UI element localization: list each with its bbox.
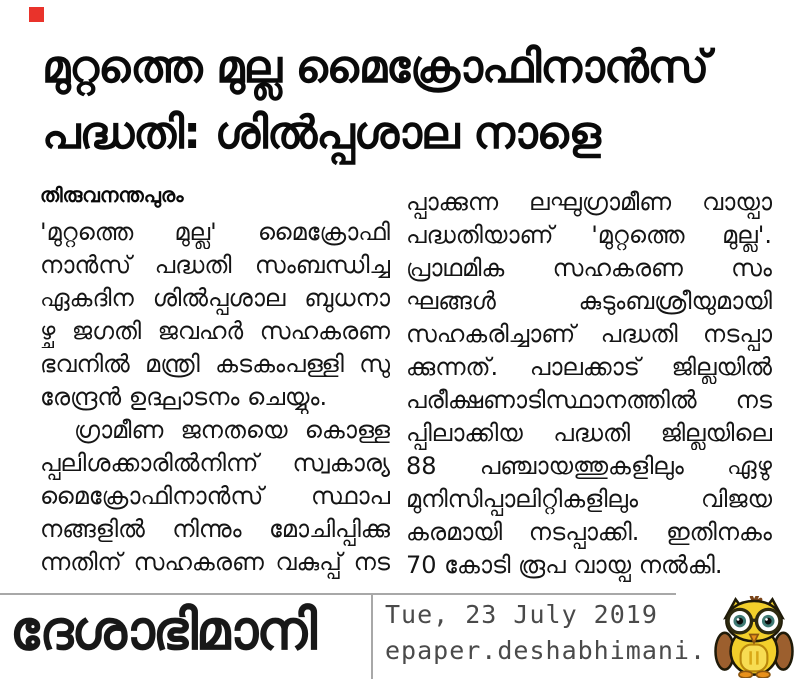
article-line: നങ്ങളിൽ നിന്നും മോചിപ്പിക്കു: [40, 515, 390, 543]
article-line: 70 കോടി രൂപ വായ്പ നൽകി.: [406, 551, 723, 579]
owl-mascot-icon: [712, 596, 796, 678]
epaper-url: epaper.deshabhimani.: [385, 636, 707, 665]
article-line: പരീക്ഷണാടിസ്ഥാനത്തിൽ നട: [406, 386, 772, 414]
article-line: പ്രാഥമിക സഹകരണ സം: [406, 254, 772, 282]
newspaper-masthead: ദേശാഭിമാനി: [10, 598, 316, 662]
article-line: മുനിസിപ്പാലിറ്റികളിലും വിജയ: [406, 485, 772, 513]
headline-line: മുറ്റത്തെ മുല്ല മൈക്രോഫിനാൻസ്: [42, 40, 709, 93]
article-line: പ്പിലാക്കിയ പദ്ധതി ജില്ലയിലെ: [406, 419, 772, 447]
headline-line: പദ്ധതി: ശിൽപ്പശാല നാളെ: [42, 106, 600, 159]
red-marker: [29, 7, 44, 22]
article-line: പദ്ധതിയാണ് 'മുറ്റത്തെ മുല്ല'.: [406, 221, 772, 249]
article-line: 88 പഞ്ചായത്തുകളിലും ഏഴു: [406, 452, 772, 480]
article-line: ക്കുന്നത്. പാലക്കാട് ജില്ലയിൽ: [406, 353, 772, 381]
article-line: സഹകരിച്ചാണ് പദ്ധതി നടപ്പാ: [406, 320, 772, 348]
footer-divider-vertical: [371, 595, 373, 679]
article-column-right: [406, 182, 772, 582]
article-line: കരമായി നടപ്പാക്കി. ഇതിനകം: [406, 518, 772, 546]
article-line: ഴ്ച ജഗതി ജവഹർ സഹകരണ: [40, 317, 390, 345]
article-text-left: [40, 216, 390, 579]
article-line: ഭവനിൽ മന്ത്രി കടകംപള്ളി സു: [40, 350, 390, 378]
article-line: നാൻസ് പദ്ധതി സംബന്ധിച്ച: [40, 251, 390, 279]
article-line: രേന്ദ്രൻ ഉദ്ഘാടനം ചെയ്യും.: [40, 383, 328, 411]
dateline: തിരുവനന്തപുരം: [40, 183, 184, 207]
article-body: [40, 182, 772, 582]
article-line: പ്പലിശക്കാരിൽനിന്ന് സ്വകാര്യ: [40, 449, 390, 477]
article-line: 'മുറ്റത്തെ മുല്ല' മൈക്രോഫി: [40, 218, 390, 246]
article-text-right: [406, 186, 772, 582]
headline: [42, 34, 772, 166]
article-line: ന്നതിന് സഹകരണ വകുപ്പ് നട: [40, 548, 390, 576]
article-line: ഗ്രാമീണ ജനതയെ കൊള്ള: [74, 416, 390, 444]
article-line: ഏകദിന ശിൽപ്പശാല ബുധനാ: [40, 284, 390, 312]
footer-divider-horizontal: [0, 593, 676, 595]
article-line: മൈക്രോഫിനാൻസ് സ്ഥാപ: [40, 482, 390, 510]
article-line: പ്പാക്കുന്ന ലഘുഗ്രാമീണ വായ്പാ: [406, 188, 772, 216]
article-column-left: [40, 182, 390, 582]
edition-date: Tue, 23 July 2019: [385, 600, 658, 629]
article-line: ഘങ്ങൾ കുടുംബശ്രീയുമായി: [406, 287, 772, 315]
